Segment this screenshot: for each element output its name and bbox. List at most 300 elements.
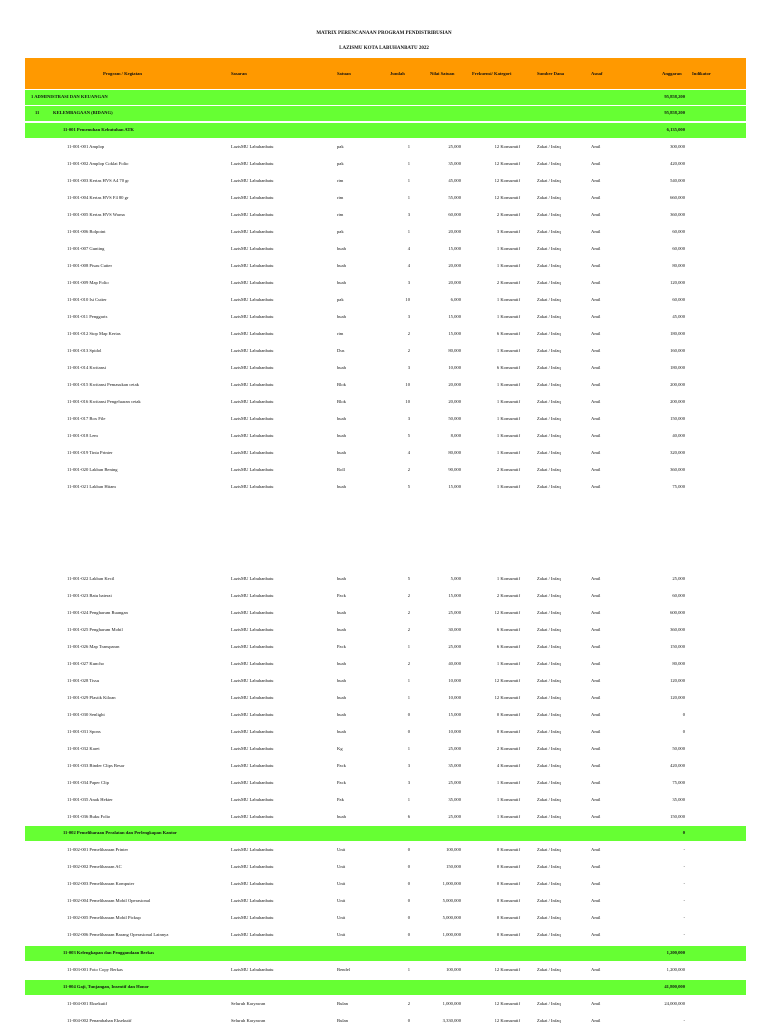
item-frekuensi: 1 Konsumtif [496, 348, 520, 353]
item-satuan: Bulan [337, 1001, 348, 1006]
item-satuan: buah [337, 484, 346, 489]
item-nilai-satuan: 25,000 [448, 746, 461, 751]
item-name: 11-001-034 Paper Clip [67, 780, 109, 785]
item-frekuensi: 6 Konsumtif [496, 365, 520, 370]
section-row [25, 90, 746, 105]
item-sumber-dana: Zakat / Infaq [537, 763, 561, 768]
item-anggaran: 120,000 [670, 280, 685, 285]
document-title: MATRIX PERENCANAAN PROGRAM PENDISTRIBUSIAN [316, 31, 452, 36]
item-sumber-dana: Zakat / Infaq [537, 712, 561, 717]
table-row [25, 674, 746, 689]
item-asnaf: Amil [591, 1001, 601, 1006]
table-row [25, 344, 746, 359]
item-sasaran: LazisMU Labuhanbatu [231, 246, 274, 251]
item-frekuensi: 0 Konsumtif [496, 932, 520, 937]
item-sasaran: LazisMU Labuhanbatu [231, 161, 274, 166]
item-sumber-dana: Zakat / Infaq [537, 1018, 561, 1023]
item-frekuensi: 12 Konsumtif [494, 195, 520, 200]
item-anggaran: 120,000 [670, 695, 685, 700]
item-anggaran: 60,000 [672, 593, 685, 598]
item-asnaf: Amil [591, 212, 601, 217]
item-name: 11-001-010 Isi Cutter [67, 297, 107, 302]
item-asnaf: Amil [591, 797, 601, 802]
item-anggaran: 420,000 [670, 763, 685, 768]
table-row [25, 225, 746, 240]
item-asnaf: Amil [591, 144, 601, 149]
item-jumlah: 3 [407, 212, 410, 217]
item-asnaf: Amil [591, 695, 601, 700]
item-satuan: buah [337, 280, 346, 285]
item-anggaran: 200,000 [670, 382, 685, 387]
item-satuan: rim [337, 331, 344, 336]
item-anggaran: - [683, 864, 685, 869]
subsection-label: KELEMBAGAAN (BIDANG) [53, 110, 113, 115]
item-jumlah: 2 [407, 331, 410, 336]
item-name: 11-001-031 Spons [67, 729, 101, 734]
table-row [25, 208, 746, 223]
item-name: 11-001-003 Kertas HVS A4 70 gr [67, 178, 129, 183]
item-satuan: Bendel [337, 967, 351, 972]
item-satuan: buah [337, 263, 346, 268]
item-jumlah: 3 [407, 416, 410, 421]
item-anggaran: 540,000 [670, 178, 685, 183]
item-jumlah: 0 [407, 1018, 410, 1023]
item-jumlah: 2 [407, 348, 410, 353]
item-nilai-satuan: 15,000 [448, 246, 461, 251]
item-jumlah: 1 [407, 229, 410, 234]
item-sasaran: LazisMU Labuhanbatu [231, 144, 274, 149]
item-satuan: Pack [337, 644, 346, 649]
item-frekuensi: 0 Konsumtif [496, 898, 520, 903]
item-nilai-satuan: 5,000 [450, 576, 461, 581]
item-sumber-dana: Zakat / Infaq [537, 780, 561, 785]
item-sasaran: LazisMU Labuhanbatu [231, 484, 274, 489]
item-nilai-satuan: 45,000 [448, 178, 461, 183]
item-name: 11-001-025 Pengharum Mobil [67, 627, 123, 632]
item-sasaran: LazisMU Labuhanbatu [231, 280, 274, 285]
group-row [25, 980, 746, 995]
table-row [25, 480, 746, 495]
item-frekuensi: 1 Konsumtif [496, 814, 520, 819]
item-frekuensi: 1 Konsumtif [496, 576, 520, 581]
item-nilai-satuan: 35,000 [448, 763, 461, 768]
item-nilai-satuan: 80,000 [448, 348, 461, 353]
item-anggaran: 50,000 [672, 746, 685, 751]
item-name: 11-001-006 Bolpoint [67, 229, 106, 234]
item-jumlah: 10 [405, 382, 410, 387]
item-satuan: buah [337, 729, 346, 734]
item-asnaf: Amil [591, 864, 601, 869]
item-sumber-dana: Zakat / Infaq [537, 144, 561, 149]
item-nilai-satuan: 90,000 [448, 467, 461, 472]
item-name: 11-001-009 Map Folio [67, 280, 109, 285]
item-asnaf: Amil [591, 416, 601, 421]
item-jumlah: 3 [407, 280, 410, 285]
item-sasaran: LazisMU Labuhanbatu [231, 661, 274, 666]
item-sasaran: LazisMU Labuhanbatu [231, 864, 274, 869]
item-name: 11-002-001 Pemeliharaan Printer [67, 847, 129, 852]
item-frekuensi: 12 Konsumtif [494, 1001, 520, 1006]
header-frekuensi: Frekuensi/ Kategori [472, 71, 512, 76]
item-satuan: pak [337, 144, 344, 149]
item-anggaran: - [683, 932, 685, 937]
item-name: 11-001-032 Karet [67, 746, 100, 751]
item-name: 11-001-012 Stop Map Kertas [67, 331, 121, 336]
item-nilai-satuan: 25,000 [448, 610, 461, 615]
table-row [25, 412, 746, 427]
item-satuan: Pack [337, 593, 346, 598]
item-name: 11-001-022 Lakban Kecil [67, 576, 115, 581]
table-row [25, 378, 746, 393]
item-name: 11-001-027 Kuncho [67, 661, 104, 666]
item-sasaran: LazisMU Labuhanbatu [231, 729, 274, 734]
table-row [25, 894, 746, 909]
item-nilai-satuan: 25,000 [448, 144, 461, 149]
item-nilai-satuan: 15,000 [448, 484, 461, 489]
item-name: 11-001-018 Lem [67, 433, 98, 438]
item-sumber-dana: Zakat / Infaq [537, 280, 561, 285]
group-row [25, 946, 746, 961]
item-anggaran: - [683, 1018, 685, 1023]
item-satuan: buah [337, 695, 346, 700]
item-nilai-satuan: 6,000 [450, 297, 461, 302]
item-jumlah: 6 [407, 814, 410, 819]
item-asnaf: Amil [591, 297, 601, 302]
item-sumber-dana: Zakat / Infaq [537, 814, 561, 819]
item-jumlah: 3 [407, 780, 410, 785]
header-jumlah: Jumlah [390, 71, 405, 76]
item-asnaf: Amil [591, 644, 601, 649]
item-nilai-satuan: 15,000 [448, 712, 461, 717]
item-frekuensi: 6 Konsumtif [496, 331, 520, 336]
table-row [25, 446, 746, 461]
item-sasaran: LazisMU Labuhanbatu [231, 365, 274, 370]
item-satuan: buah [337, 433, 346, 438]
item-satuan: Dus [337, 348, 345, 353]
item-jumlah: 4 [407, 246, 410, 251]
item-sasaran: LazisMU Labuhanbatu [231, 847, 274, 852]
item-anggaran: - [683, 847, 685, 852]
item-sasaran: Seluruh Karyawan [231, 1018, 266, 1023]
document-subtitle: LAZISMU KOTA LABUHANBATU 2022 [339, 46, 429, 51]
table-row [25, 157, 746, 172]
group-amount: 6,135,000 [666, 127, 685, 132]
item-frekuensi: 1 Konsumtif [496, 246, 520, 251]
table-row [25, 606, 746, 621]
item-sasaran: LazisMU Labuhanbatu [231, 746, 274, 751]
item-sumber-dana: Zakat / Infaq [537, 263, 561, 268]
item-name: 11-001-035 Anak Hekter [67, 797, 113, 802]
item-jumlah: 0 [407, 864, 410, 869]
group-label: 11-004 Gaji, Tunjangan, Insentif dan Honor [63, 984, 149, 989]
item-name: 11-002-004 Pemeliharaan Mobil Operasional [67, 898, 151, 903]
item-nilai-satuan: 25,000 [448, 814, 461, 819]
item-sasaran: LazisMU Labuhanbatu [231, 898, 274, 903]
table-row [25, 361, 746, 376]
item-asnaf: Amil [591, 280, 601, 285]
item-sumber-dana: Zakat / Infaq [537, 915, 561, 920]
item-sumber-dana: Zakat / Infaq [537, 695, 561, 700]
subsection-code: 11 [35, 110, 40, 115]
item-sumber-dana: Zakat / Infaq [537, 967, 561, 972]
item-asnaf: Amil [591, 915, 601, 920]
item-name: 11-001-028 Tissu [67, 678, 100, 683]
table-row [25, 742, 746, 757]
item-asnaf: Amil [591, 576, 601, 581]
item-name: 11-004-002 Penambahan Eksekutif [67, 1018, 132, 1023]
item-asnaf: Amil [591, 610, 601, 615]
item-anggaran: 80,000 [672, 263, 685, 268]
item-sumber-dana: Zakat / Infaq [537, 467, 561, 472]
item-anggaran: 160,000 [670, 348, 685, 353]
item-name: 11-001-019 Tinta Printer [67, 450, 113, 455]
item-anggaran: 180,000 [670, 365, 685, 370]
item-asnaf: Amil [591, 348, 601, 353]
item-frekuensi: 12 Konsumtif [494, 1018, 520, 1023]
item-name: 11-001-017 Box File [67, 416, 106, 421]
table-row [25, 725, 746, 740]
group-label: 11-002 Pemeliharaan Peralatan dan Perlengkapan Kantor [63, 830, 177, 835]
item-sumber-dana: Zakat / Infaq [537, 365, 561, 370]
item-jumlah: 10 [405, 297, 410, 302]
item-satuan: Roll [337, 467, 345, 472]
subsection-amount: 95,858,200 [664, 110, 685, 115]
item-name: 11-001-014 Kwitansi [67, 365, 106, 370]
item-sumber-dana: Zakat / Infaq [537, 484, 561, 489]
group-amount: 1,200,000 [666, 950, 685, 955]
item-jumlah: 0 [407, 847, 410, 852]
table-row [25, 463, 746, 478]
item-asnaf: Amil [591, 331, 601, 336]
item-sasaran: Seluruh Karyawan [231, 1001, 266, 1006]
item-asnaf: Amil [591, 178, 601, 183]
item-nilai-satuan: 5,000,000 [442, 915, 461, 920]
item-anggaran: 60,000 [672, 246, 685, 251]
item-sasaran: LazisMU Labuhanbatu [231, 644, 274, 649]
item-satuan: Pack [337, 780, 346, 785]
item-asnaf: Amil [591, 746, 601, 751]
item-anggaran: 0 [682, 712, 685, 717]
item-sumber-dana: Zakat / Infaq [537, 797, 561, 802]
item-frekuensi: 0 Konsumtif [496, 881, 520, 886]
item-sumber-dana: Zakat / Infaq [537, 881, 561, 886]
header-asnaf: Asnaf [591, 71, 603, 76]
item-frekuensi: 4 Konsumtif [496, 763, 520, 768]
item-sasaran: LazisMU Labuhanbatu [231, 212, 274, 217]
item-nilai-satuan: 60,000 [448, 212, 461, 217]
table-row [25, 657, 746, 672]
item-name: 11-001-029 Plastik Kiloan [67, 695, 116, 700]
item-frekuensi: 0 Konsumtif [496, 729, 520, 734]
item-satuan: pak [337, 297, 344, 302]
table-row [25, 877, 746, 892]
item-satuan: rim [337, 178, 344, 183]
item-sasaran: LazisMU Labuhanbatu [231, 382, 274, 387]
item-sasaran: LazisMU Labuhanbatu [231, 331, 274, 336]
item-sasaran: LazisMU Labuhanbatu [231, 610, 274, 615]
item-frekuensi: 1 Konsumtif [496, 450, 520, 455]
item-jumlah: 1 [407, 161, 410, 166]
item-anggaran: 75,000 [672, 484, 685, 489]
item-satuan: Unit [337, 864, 346, 869]
item-satuan: Blok [337, 399, 346, 404]
item-frekuensi: 12 Konsumtif [494, 695, 520, 700]
item-asnaf: Amil [591, 450, 601, 455]
item-anggaran: 420,000 [670, 161, 685, 166]
group-row [25, 826, 746, 841]
item-name: 11-001-024 Pengharum Ruangan [67, 610, 128, 615]
item-sasaran: LazisMU Labuhanbatu [231, 450, 274, 455]
item-name: 11-001-021 Lakban Hitam [67, 484, 116, 489]
item-satuan: Bulan [337, 1018, 348, 1023]
item-sumber-dana: Zakat / Infaq [537, 348, 561, 353]
item-anggaran: 45,000 [672, 314, 685, 319]
item-sasaran: LazisMU Labuhanbatu [231, 178, 274, 183]
item-frekuensi: 1 Konsumtif [496, 382, 520, 387]
table-row [25, 759, 746, 774]
item-asnaf: Amil [591, 365, 601, 370]
item-nilai-satuan: 1,000,000 [442, 1001, 461, 1006]
item-sumber-dana: Zakat / Infaq [537, 331, 561, 336]
item-jumlah: 0 [407, 712, 410, 717]
item-satuan: buah [337, 416, 346, 421]
item-anggaran: 360,000 [670, 627, 685, 632]
item-sumber-dana: Zakat / Infaq [537, 661, 561, 666]
item-sumber-dana: Zakat / Infaq [537, 593, 561, 598]
item-nilai-satuan: 80,000 [448, 450, 461, 455]
item-anggaran: 24,000,000 [664, 1001, 685, 1006]
item-asnaf: Amil [591, 246, 601, 251]
table-row [25, 310, 746, 325]
item-nilai-satuan: 35,000 [448, 161, 461, 166]
item-anggaran: - [683, 881, 685, 886]
item-nilai-satuan: 1,000,000 [442, 881, 461, 886]
item-satuan: buah [337, 246, 346, 251]
item-satuan: buah [337, 661, 346, 666]
item-asnaf: Amil [591, 627, 601, 632]
item-jumlah: 0 [407, 729, 410, 734]
item-nilai-satuan: 15,000 [448, 593, 461, 598]
item-sumber-dana: Zakat / Infaq [537, 416, 561, 421]
table-row [25, 259, 746, 274]
item-anggaran: 360,000 [670, 212, 685, 217]
item-asnaf: Amil [591, 1018, 601, 1023]
item-frekuensi: 12 Konsumtif [494, 610, 520, 615]
section-label: 1 ADMINISTRASI DAN KEUANGAN [31, 94, 108, 99]
item-name: 11-001-004 Kertas HVS F4 80 gr [67, 195, 129, 200]
item-frekuensi: 1 Konsumtif [496, 399, 520, 404]
item-sumber-dana: Zakat / Infaq [537, 644, 561, 649]
item-name: 11-001-015 Kwitansi Pemasukan cetak [67, 382, 139, 387]
item-satuan: buah [337, 610, 346, 615]
item-frekuensi: 6 Konsumtif [496, 644, 520, 649]
item-sasaran: LazisMU Labuhanbatu [231, 297, 274, 302]
group-label: 11-001 Pemenuhan Kebutuhan ATK [63, 127, 135, 132]
table-row [25, 810, 746, 825]
item-frekuensi: 12 Konsumtif [494, 678, 520, 683]
table-row [25, 429, 746, 444]
item-sumber-dana: Zakat / Infaq [537, 433, 561, 438]
item-satuan: buah [337, 814, 346, 819]
table-row [25, 1014, 746, 1029]
item-satuan: Unit [337, 932, 346, 937]
header-nilai-satuan: Nilai Satuan [430, 71, 455, 76]
item-name: 11-001-013 Spidol [67, 348, 102, 353]
item-sumber-dana: Zakat / Infaq [537, 932, 561, 937]
item-jumlah: 0 [407, 881, 410, 886]
item-anggaran: 600,000 [670, 610, 685, 615]
item-satuan: Pak [337, 797, 344, 802]
table-row [25, 793, 746, 808]
item-satuan: buah [337, 450, 346, 455]
item-sasaran: LazisMU Labuhanbatu [231, 416, 274, 421]
item-frekuensi: 12 Konsumtif [494, 967, 520, 972]
item-frekuensi: 0 Konsumtif [496, 864, 520, 869]
item-nilai-satuan: 3,330,000 [442, 1018, 461, 1023]
item-anggaran: 360,000 [670, 467, 685, 472]
item-sasaran: LazisMU Labuhanbatu [231, 348, 274, 353]
item-sasaran: LazisMU Labuhanbatu [231, 593, 274, 598]
item-satuan: buah [337, 627, 346, 632]
item-nilai-satuan: 100,000 [446, 847, 461, 852]
item-nilai-satuan: 1,000,000 [442, 932, 461, 937]
item-sumber-dana: Zakat / Infaq [537, 847, 561, 852]
item-anggaran: 120,000 [670, 678, 685, 683]
item-satuan: Unit [337, 898, 346, 903]
item-frekuensi: 1 Konsumtif [496, 263, 520, 268]
item-frekuensi: 6 Konsumtif [496, 627, 520, 632]
group-label: 11-003 Kelengkapan dan Penggandaan Berkas [63, 950, 155, 955]
item-frekuensi: 1 Konsumtif [496, 416, 520, 421]
item-jumlah: 1 [407, 178, 410, 183]
item-jumlah: 1 [407, 144, 410, 149]
item-sasaran: LazisMU Labuhanbatu [231, 627, 274, 632]
item-asnaf: Amil [591, 314, 601, 319]
item-asnaf: Amil [591, 229, 601, 234]
item-asnaf: Amil [591, 382, 601, 387]
item-nilai-satuan: 25,000 [448, 780, 461, 785]
item-sasaran: LazisMU Labuhanbatu [231, 195, 274, 200]
item-asnaf: Amil [591, 898, 601, 903]
item-asnaf: Amil [591, 780, 601, 785]
item-satuan: Blok [337, 382, 346, 387]
item-name: 11-004-001 Eksekutif [67, 1001, 108, 1006]
item-asnaf: Amil [591, 399, 601, 404]
item-nilai-satuan: 10,000 [448, 678, 461, 683]
item-asnaf: Amil [591, 847, 601, 852]
item-nilai-satuan: 20,000 [448, 399, 461, 404]
table-row [25, 242, 746, 257]
item-sumber-dana: Zakat / Infaq [537, 195, 561, 200]
item-anggaran: 150,000 [670, 416, 685, 421]
item-asnaf: Amil [591, 661, 601, 666]
header-program: Program / Kegiatan [103, 71, 142, 76]
table-row [25, 589, 746, 604]
table-row [25, 860, 746, 875]
item-nilai-satuan: 50,000 [448, 416, 461, 421]
item-frekuensi: 3 Konsumtif [496, 229, 520, 234]
item-asnaf: Amil [591, 967, 601, 972]
table-row [25, 140, 746, 155]
item-sumber-dana: Zakat / Infaq [537, 610, 561, 615]
item-nilai-satuan: 30,000 [448, 627, 461, 632]
item-satuan: pak [337, 229, 344, 234]
item-satuan: buah [337, 678, 346, 683]
item-jumlah: 1 [407, 195, 410, 200]
item-anggaran: 0 [682, 729, 685, 734]
item-name: 11-001-001 Amplop [67, 144, 105, 149]
item-anggaran: 75,000 [672, 780, 685, 785]
